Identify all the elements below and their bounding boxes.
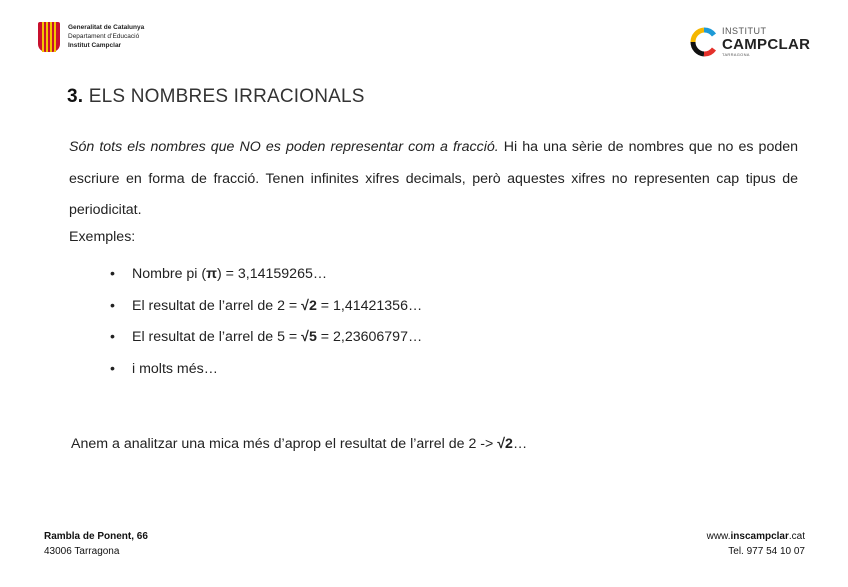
footer-contact [707,529,805,559]
gencat-line1: Generalitat de Catalunya [68,24,145,31]
gencat-line3: Institut Campclar [68,42,122,49]
gencat-line2: Departament d’Educació [68,33,140,40]
example-text: El resultat de l’arrel de 5 = [132,329,302,346]
bullet-icon: • [110,361,115,378]
list-item [110,355,422,387]
example-value: = 1,41421356… [316,297,423,314]
website-link[interactable]: www.inscampclar.cat [706,531,805,542]
example-value: = 2,23606797… [316,329,423,346]
bullet-icon: • [110,297,115,314]
school-city: TARRAGONA [722,52,750,57]
address-line1: Rambla de Ponent, 66 [44,531,148,542]
analyze-sentence: Anem a analitzar una mica més d’aprop el resultat de l’arrel de 2 -> [71,436,498,452]
list-item [110,323,422,355]
section-number: 3. [67,86,84,107]
section-title: ELS NOMBRES IRRACIONALS [88,86,365,107]
examples-list [110,260,422,387]
school-name: CAMPCLAR [722,36,811,53]
intro-paragraph [69,132,798,227]
bullet-icon: • [110,329,115,346]
definition-text: Són tots els nombres que NO es poden representar com a fracció. [69,139,499,155]
paragraph-text: Hi ha una sèrie de nombres que no es poden escriure en forma de fracció. Tenen infinites xifres decimals, però aquestes xifres no representen cap tipus de periodicitat. [69,139,799,218]
phone-number: Tel. 977 54 10 07 [728,546,805,557]
generalitat-logo-icon [38,22,60,52]
school-institut-label: INSTITUT [722,26,767,36]
sqrt5-symbol: √5 [301,329,317,346]
campclar-logo-icon [690,27,718,57]
gencat-text [68,23,144,50]
analyze-text [71,436,527,452]
sqrt2-symbol: √2 [301,297,317,314]
footer-address [44,529,148,559]
example-text: i molts més… [132,361,218,378]
list-item [110,292,422,324]
pi-symbol: π [206,266,217,282]
bullet-icon: • [110,266,115,282]
example-value: ) = 3,14159265… [217,266,328,282]
example-text: Nombre pi ( [132,266,207,282]
examples-label: Exemples: [69,229,136,245]
school-logo [690,27,810,57]
ellipsis: … [512,436,528,452]
list-item [110,260,422,292]
section-heading [67,86,365,108]
sqrt2-symbol: √2 [497,436,513,452]
example-text: El resultat de l’arrel de 2 = [132,297,302,314]
gencat-header [38,22,144,52]
address-line2: 43006 Tarragona [44,546,120,557]
